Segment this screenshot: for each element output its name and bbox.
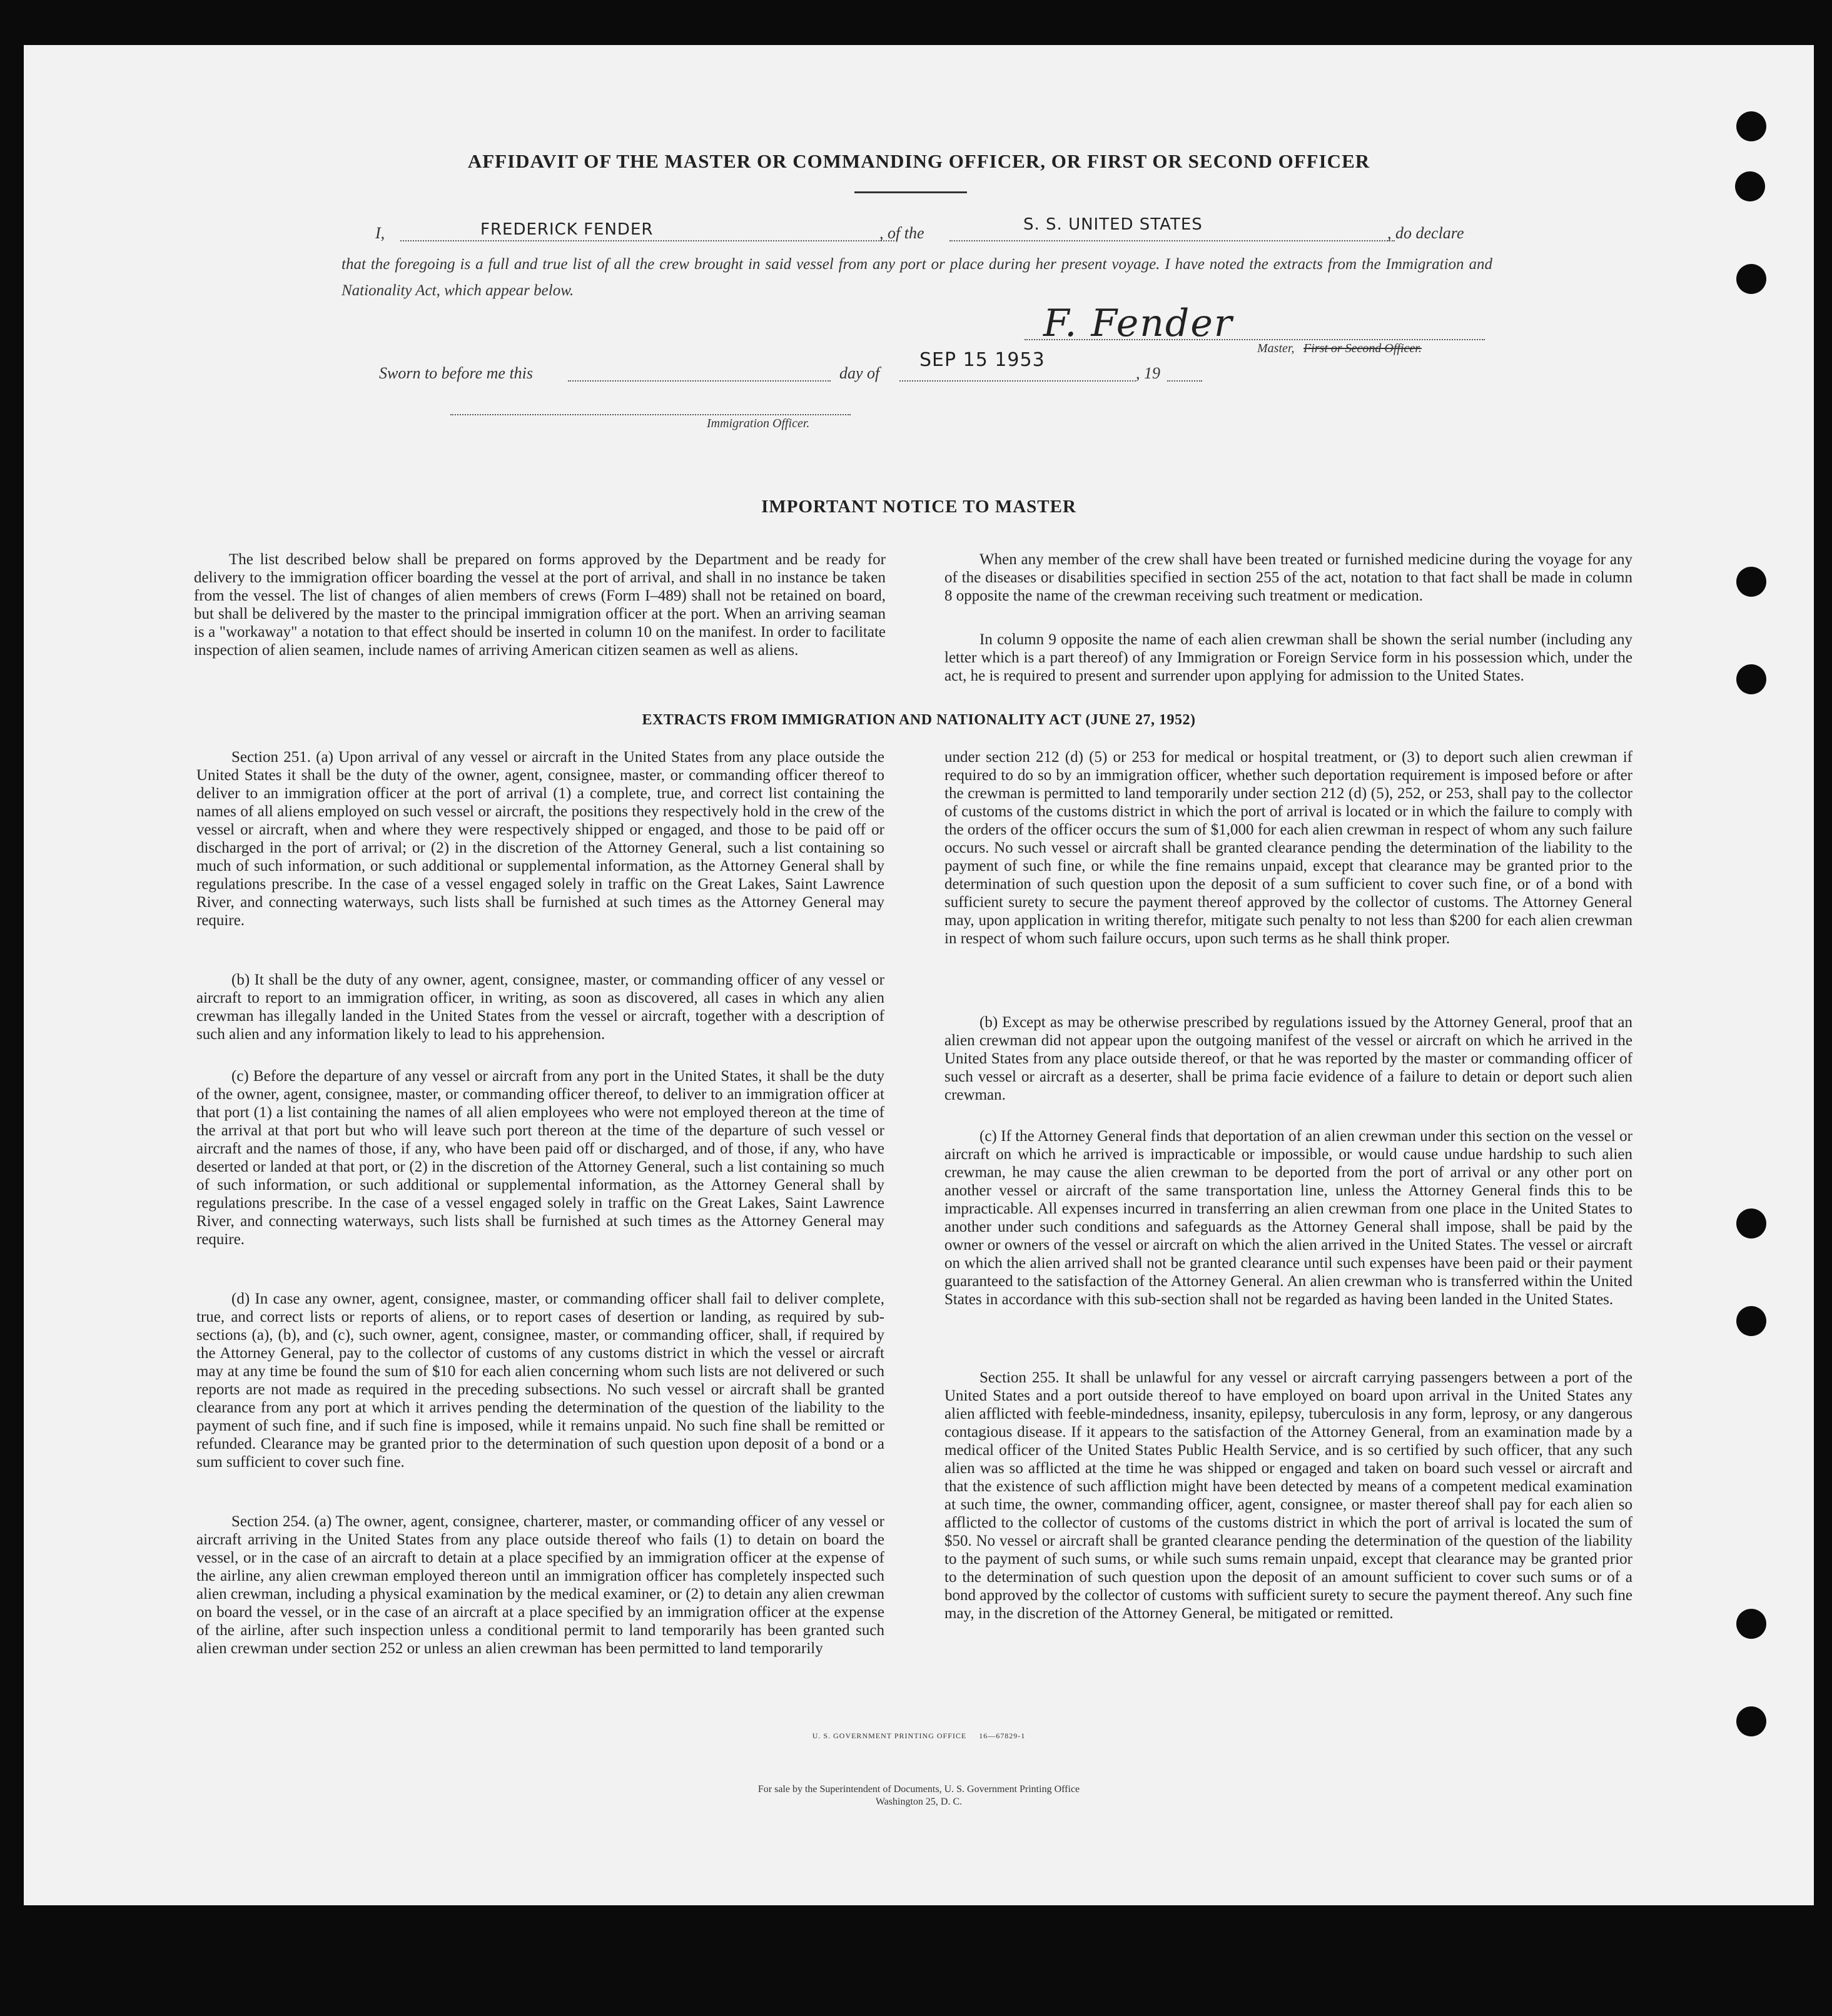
date-stamp: SEP 15 1953 <box>919 349 1045 371</box>
sale-line-2: Washington 25, D. C. <box>875 1796 963 1807</box>
punch-hole <box>1736 1306 1766 1336</box>
signer-title-master: Master, <box>1257 342 1295 355</box>
document-page <box>24 45 1814 1905</box>
notice-left-paragraph: The list described below shall be prepared on forms approved by the Department and be ready for delivery to the immigration officer boarding the vessel at the port of arrival, and shall in no instance be taken from the vessel. The list of changes of alien members of crews (Form I–489) shall not be retained on board, but shall be delivered by the master to the principal immigration officer at the port. When an arriving seaman is a "workaway" a notation to that effect should be inserted in column 10 on the manifest. In order to facilitate inspection of alien seamen, include names of arriving American citizen seamen as well as aliens. <box>194 551 886 659</box>
punch-hole <box>1736 1208 1766 1238</box>
day-of-label: day of <box>839 364 880 382</box>
punch-hole <box>1736 264 1766 294</box>
vessel-line <box>949 240 1395 241</box>
officer-line <box>450 414 851 415</box>
declaration-statement: that the foregoing is a full and true list of all the crew brought in said vessel from any port or place during her present voyage. I have noted the extracts from the Immigration and Nationality Act, which appear below. <box>342 256 1492 299</box>
vessel-name: S. S. UNITED STATES <box>1023 215 1203 234</box>
signature: F. Fender <box>1043 301 1233 345</box>
master-name: FREDERICK FENDER <box>480 220 654 239</box>
punch-hole <box>1736 664 1766 694</box>
of-the-label: , of the <box>879 224 924 242</box>
do-declare-label: , do declare <box>1387 224 1464 242</box>
signer-title-struck: First or Second Officer. <box>1303 342 1422 355</box>
immigration-officer-label: Immigration Officer. <box>707 417 810 430</box>
section-251d: (d) In case any owner, agent, consignee, master, or commanding officer shall fail to deliver complete, true, and correct lists or reports of aliens, or to report cases of desertion or landing, as required by sub-sections (a), (b), and (c), such owner, agent, consignee, master, or commanding officer, shall, if required by the Attorney General, pay to the collector of customs of any customs district in which the vessel or aircraft may at any time be found the sum of $10 for each alien concerning whom such lists are not delivered or such reports are not made as required in the preceding subsections. No such vessel or aircraft shall be granted clearance from any port at which it arrives pending the determination of the question of the liability to the payment of such fine, and if such fine is imposed, while it remains unpaid. No such fine shall be remitted or refunded. Clearance may be granted prior to the determination of such question upon deposit of a bond or a sum sufficient to cover such fine. <box>196 1290 884 1471</box>
punch-hole <box>1736 111 1766 141</box>
name-line <box>400 240 894 241</box>
section-255: Section 255. It shall be unlawful for any vessel or aircraft carrying passengers between a port of the United States and a port outside thereof to have employed on board upon arrival in the United States any alien afflicted with feeble-mindedness, insanity, epilepsy, tuberculosis in any form, leprosy, or any dangerous contagious disease. If it appears to the satisfaction of the Attorney General, from an examination made by a medical officer of the United States Public Health Service, and is so certified by such officer, that any such alien was so afflicted at the time he was shipped or engaged and taken on board such vessel or aircraft and that the existence of such affliction might have been detected by means of a competent medical examination at such time, the owner, commanding officer, agent, consignee, or master thereof shall pay for each alien so afflicted to the collector of customs of the customs district in which the port of arrival is located the sum of $50. No vessel or aircraft shall be granted clearance pending the determination of the question of the liability to the payment of such sums, or while such sums remain unpaid, except that clearance may be granted prior to the determination of such question upon the deposit of an amount sufficient to cover such sums or of a bond approved by the collector of customs with sufficient surety to secure the payment thereof. Any such fine may, in the discretion of the Attorney General, be mitigated or remitted. <box>944 1369 1632 1622</box>
section-254a-continued: under section 212 (d) (5) or 253 for medical or hospital treatment, or (3) to deport such alien crewman if required to do so by an immigration officer, whether such deportation requirement is imposed before or after the crewman is permitted to land temporarily under section 212 (d) (5), 252, or 253, shall pay to the collector of customs of the customs district in which the port of arrival is located or in which the failure to comply with the orders of the officer occurs the sum of $1,000 for each alien crewman in respect of whom any such failure occurs. No such vessel or aircraft shall be granted clearance pending the determination of the liability to the payment of such fine, or while the fine remains unpaid, except that clearance may be granted prior to the determination of such question upon the deposit of a sum sufficient to cover such fine, or of a bond with sufficient surety to secure the payment thereof approved by the collector of customs. The Attorney General may, upon application in writing therefor, mitigate such penalty to not less than $200 for each alien crewman in respect of whom such failure occurs, upon such terms as he shall think proper. <box>944 749 1632 947</box>
sworn-month-line <box>899 380 1136 382</box>
section-251c: (c) Before the departure of any vessel or aircraft from any port in the United States, it shall be the duty of the owner, agent, consignee, master, or commanding officer thereof, to deliver to an immigration officer at that port (1) a list containing the names of all alien employees who were not employed thereon at the time of the arrival at that port but who will leave such port thereon at the time of the departure of such vessel or aircraft and the names of those, if any, who have been paid off or discharged, and of those, if any, who have deserted or landed at that port, or (2) in the discretion of the Attorney General, such a list containing so much of such information, or such additional or supplemental information, as the Attorney General shall by regulations prescribe. In the case of a vessel engaged solely in traffic on the Great Lakes, Saint Lawrence River, and connecting waterways, such lists shall be furnished at such times as the Attorney General may require. <box>196 1068 884 1248</box>
section-254a: Section 254. (a) The owner, agent, consignee, charterer, master, or commanding officer of any vessel or aircraft arriving in the United States from any place outside thereof who fails (1) to detain on board the vessel, or in the case of an aircraft to detain at a place specified by an immigration officer at the expense of the airline, any alien crewman employed thereon until an immigration officer has completely inspected such alien crewman, including a physical examination by the medical examiner, or (2) to detain any alien crewman on board the vessel, or in the case of an aircraft at a place specified by an immigration officer at the expense of the airline, after such inspection unless a conditional permit to land temporarily has been granted such alien crewman under section 252 or unless an alien crewman has been permitted to land temporarily <box>196 1513 884 1657</box>
title-divider <box>854 191 967 193</box>
section-251a: Section 251. (a) Upon arrival of any vessel or aircraft in the United States from any place outside the United States it shall be the duty of the owner, agent, consignee, master, or commanding officer thereof to deliver to an immigration officer at the port of arrival (1) a complete, true, and correct list containing the names of all aliens employed on such vessel or aircraft, the positions they respectively hold in the crew of the vessel or aircraft, when and where they were respectively shipped or engaged, and those to be paid off or discharged in the port of arrival; or (2) in the discretion of the Attorney General, such a list containing so much of such information, or such additional or supplemental information, as the Attorney General shall by regulations prescribe. In the case of a vessel engaged solely in traffic on the Great Lakes, Saint Lawrence River, and connecting waterways, such lists shall be furnished at such times as the Attorney General may require. <box>196 749 884 929</box>
section-254b: (b) Except as may be otherwise prescribed by regulations issued by the Attorney General, proof that an alien crewman did not appear upon the outgoing manifest of the vessel or aircraft on which he arrived in the United States from any place outside thereof, or that he was reported by the master or commanding officer of such vessel or aircraft as a deserter, shall be prima facie evidence of a failure to detain or deport such alien crewman. <box>944 1014 1632 1103</box>
affidavit-title: AFFIDAVIT OF THE MASTER OR COMMANDING OFFICER, OR FIRST OR SECOND OFFICER <box>467 150 1370 172</box>
sworn-day-line <box>568 380 831 382</box>
sworn-year-line <box>1167 380 1202 382</box>
notice-right-paragraph-2: In column 9 opposite the name of each alien crewman shall be shown the serial number (including any letter which is a part thereof) of any Immigration or Foreign Service form in his possession which, under the act, he is required to present and surrender upon applying for admission to the United States. <box>944 631 1632 684</box>
sworn-label: Sworn to before me this <box>379 364 534 382</box>
punch-hole <box>1735 171 1765 201</box>
section-254c: (c) If the Attorney General finds that deportation of an alien crewman under this section on the vessel or aircraft on which he arrived is impracticable or impossible, or would cause undue hardship to such alien crewman, he may cause the alien crewman to be deported from the port of arrival or any other port on another vessel or aircraft of the same transportation line, unless the Attorney General finds this to be impracticable. All expenses incurred in transferring an alien crewman from one place in the United States to another under such conditions and safeguards as the Attorney General shall impose, shall be paid by the owner or owners of the vessel or aircraft on which the alien arrived in the United States. The vessel or aircraft on which the alien arrived shall not be granted clearance until such expenses have been paid or their payment guaranteed to the satisfaction of the Attorney General. An alien crewman who is transferred within the United States in accordance with this sub-section shall not be regarded as having been landed in the United States. <box>944 1128 1632 1308</box>
extracts-heading: EXTRACTS FROM IMMIGRATION AND NATIONALITY ACT (JUNE 27, 1952) <box>642 712 1196 728</box>
printing-office-line: U. S. GOVERNMENT PRINTING OFFICE 16—67829-1 <box>812 1731 1026 1740</box>
punch-hole <box>1736 567 1766 597</box>
notice-right-paragraph-1: When any member of the crew shall have been treated or furnished medicine during the voyage for any of the diseases or disabilities specified in section 255 of the act, notation to that fact shall be made in column 8 opposite the name of the crewman receiving such treatment or medication. <box>944 551 1632 604</box>
signature-line <box>1025 339 1485 340</box>
sale-line-1: For sale by the Superintendent of Documents, U. S. Government Printing Office <box>757 1784 1080 1795</box>
notice-heading: IMPORTANT NOTICE TO MASTER <box>761 497 1076 517</box>
section-251b: (b) It shall be the duty of any owner, agent, consignee, master, or commanding officer of any vessel or aircraft to report to an immigration officer, in writing, as soon as discovered, all cases in which any alien crewman has illegally landed in the United States from the vessel or aircraft, together with a description of such alien and any information likely to lead to his apprehension. <box>196 971 884 1043</box>
punch-hole <box>1736 1609 1766 1639</box>
year-prefix: , 19 <box>1136 364 1160 382</box>
i-label: I, <box>375 224 385 242</box>
